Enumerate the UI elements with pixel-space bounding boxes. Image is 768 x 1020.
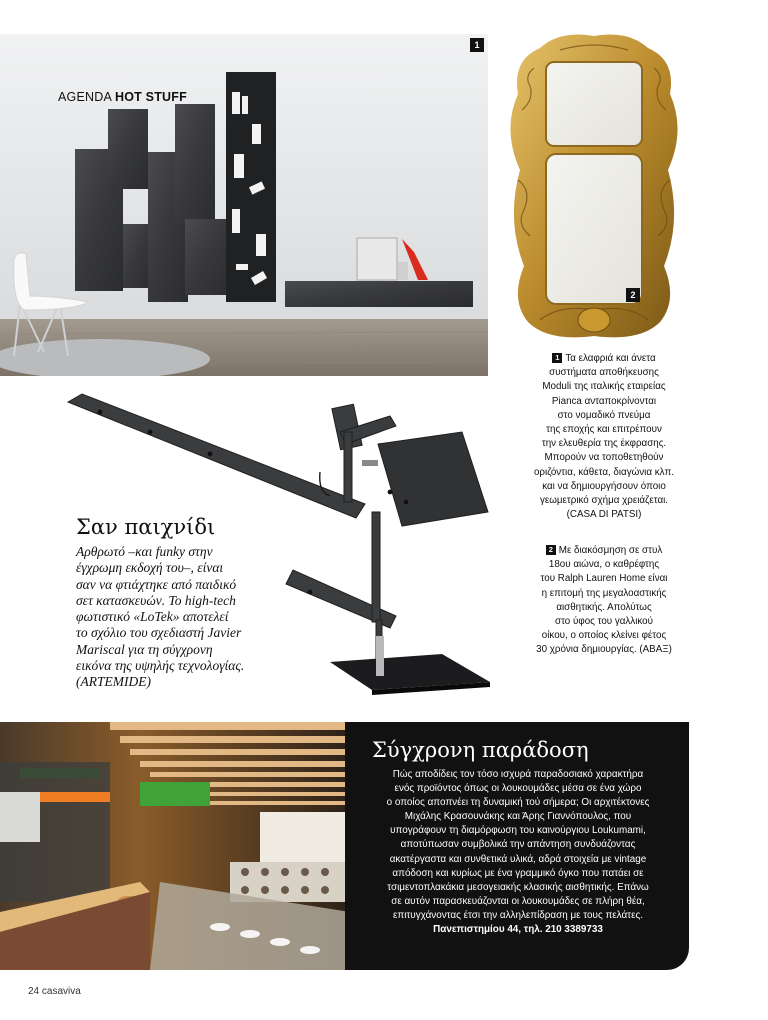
caption-line: οριζόντια, κάθετα, διαγώνια κλπ. bbox=[533, 466, 675, 478]
magazine-name: casaviva bbox=[41, 986, 81, 997]
caption-line: Τα ελαφριά και άνετα bbox=[565, 353, 656, 364]
caption-line: Με διακόσμηση σε στυλ bbox=[558, 545, 663, 556]
caption-line: την ελευθερία της έκφρασης. bbox=[541, 438, 667, 450]
shelving-photo bbox=[0, 34, 488, 376]
lamp-article-title: Σαν παιχνίδι bbox=[76, 515, 216, 539]
article-line: επιτυγχάνοντας έτσι την αλληλεπίδραση με τους πελάτες. bbox=[393, 909, 643, 921]
article-line: αποτύπωσαν συμβολικά την απάντηση συνδυάζοντας bbox=[400, 839, 636, 851]
caption-line: της εποχής και επιτρέπουν bbox=[546, 424, 662, 436]
tradition-article-body bbox=[352, 768, 684, 937]
caption-line: γεωμετρικό σχήμα χρειάζεται. bbox=[539, 495, 669, 507]
article-line: σαν να φτιάχτηκε από παιδικό bbox=[76, 576, 237, 592]
caption-line: στο ύφος του γαλλικού bbox=[555, 616, 653, 628]
caption-line: συστήματα αποθήκευσης bbox=[549, 367, 659, 379]
caption-line: Μπορούν να τοποθετηθούν bbox=[544, 452, 664, 464]
article-line: ακατέργαστα και συνθετικά υλικά, αδρά στοιχεία με vintage bbox=[389, 853, 647, 865]
article-line: Μιχάλης Κρασουνάκης και Άρης Γιαννόπουλος, που bbox=[404, 811, 632, 823]
section-header bbox=[58, 90, 187, 104]
caption-line: Pianca ανταποκρίνονται bbox=[551, 395, 657, 407]
photo-number-1: 1 bbox=[470, 38, 484, 52]
caption-item-1 bbox=[516, 352, 692, 522]
caption-item-2 bbox=[516, 544, 692, 658]
caption-line: στο νομαδικό πνεύμα bbox=[557, 409, 651, 421]
article-line: ενός προϊόντος όπως οι λουκουμάδες μέσα σε ένα χώρο bbox=[394, 783, 642, 795]
caption-line: αισθητικής. Απολύτως bbox=[556, 601, 652, 613]
caption-number-1: 1 bbox=[552, 353, 562, 363]
article-line: τσιμεντοπλακάκια μεσογειακής κλασικής αισθητικής. Επάνω bbox=[387, 881, 649, 893]
caption-line: 18ου αιώνα, ο καθρέφτης bbox=[548, 559, 660, 571]
article-line: υπογράφουν τη διαμόρφωση του καινούργιου Loukumami, bbox=[390, 825, 646, 837]
article-line: φωτιστικό «LoTek» αποτελεί bbox=[76, 609, 229, 625]
caption-line: η επιτομή της μεγαλοαστικής bbox=[541, 587, 667, 599]
caption-line: του Ralph Lauren Home είναι bbox=[540, 573, 668, 585]
article-line: Πώς αποδίδεις τον τόσο ισχυρά παραδοσιακό χαρακτήρα bbox=[392, 769, 644, 780]
article-line: Mariscal για τη σύγχρονη bbox=[76, 641, 213, 657]
article-line: απόδοση και κυρίως με ένα γραμμικό όγκο που πατάει σε bbox=[392, 867, 644, 879]
photo-number-2: 2 bbox=[626, 288, 640, 302]
article-line: το σχόλιο του σχεδιαστή Javier bbox=[76, 625, 242, 641]
page-number: 24 bbox=[28, 986, 40, 997]
page-footer bbox=[28, 986, 81, 997]
caption-line: 30 χρόνια δημιουργίας. (ΑΒΑΞ) bbox=[536, 644, 672, 656]
section-label: AGENDA bbox=[58, 90, 112, 104]
article-line: Αρθρωτό –και funky στην bbox=[76, 544, 213, 559]
caption-line: Moduli της ιταλικής εταιρείας bbox=[542, 381, 666, 393]
caption-line: (CASA DI PATSI) bbox=[566, 509, 642, 521]
article-line: σετ κατασκευών. Το high-tech bbox=[76, 592, 236, 608]
lamp-article-body bbox=[76, 544, 308, 691]
caption-line: οίκου, ο οποίος κλείνει φέτος bbox=[541, 630, 667, 642]
article-line: εικόνα της υψηλής τεχνολογίας. bbox=[76, 658, 245, 674]
caption-number-2: 2 bbox=[546, 545, 556, 555]
section-label-bold: HOT STUFF bbox=[115, 90, 187, 104]
tradition-article-title: Σύγχρονη παράδοση bbox=[372, 738, 589, 762]
mirror-photo bbox=[500, 30, 688, 350]
article-line: (ARTEMIDE) bbox=[76, 674, 151, 690]
article-line: ο οποίος αποπνέει τη δυναμική τού σήμερα; Οι αρχιτέκτονες bbox=[386, 797, 650, 809]
cafe-interior-photo bbox=[0, 722, 350, 970]
caption-line: και να δημιουργήσουν όποιο bbox=[542, 480, 666, 492]
address-line: Πανεπιστημίου 44, τηλ. 210 3389733 bbox=[433, 924, 603, 936]
article-line: σε αυτόν παρασκευάζονται οι λουκουμάδες σε πλήρη θέα, bbox=[391, 895, 645, 907]
article-line: έγχρωμη εκδοχή του–, είναι bbox=[76, 560, 224, 576]
